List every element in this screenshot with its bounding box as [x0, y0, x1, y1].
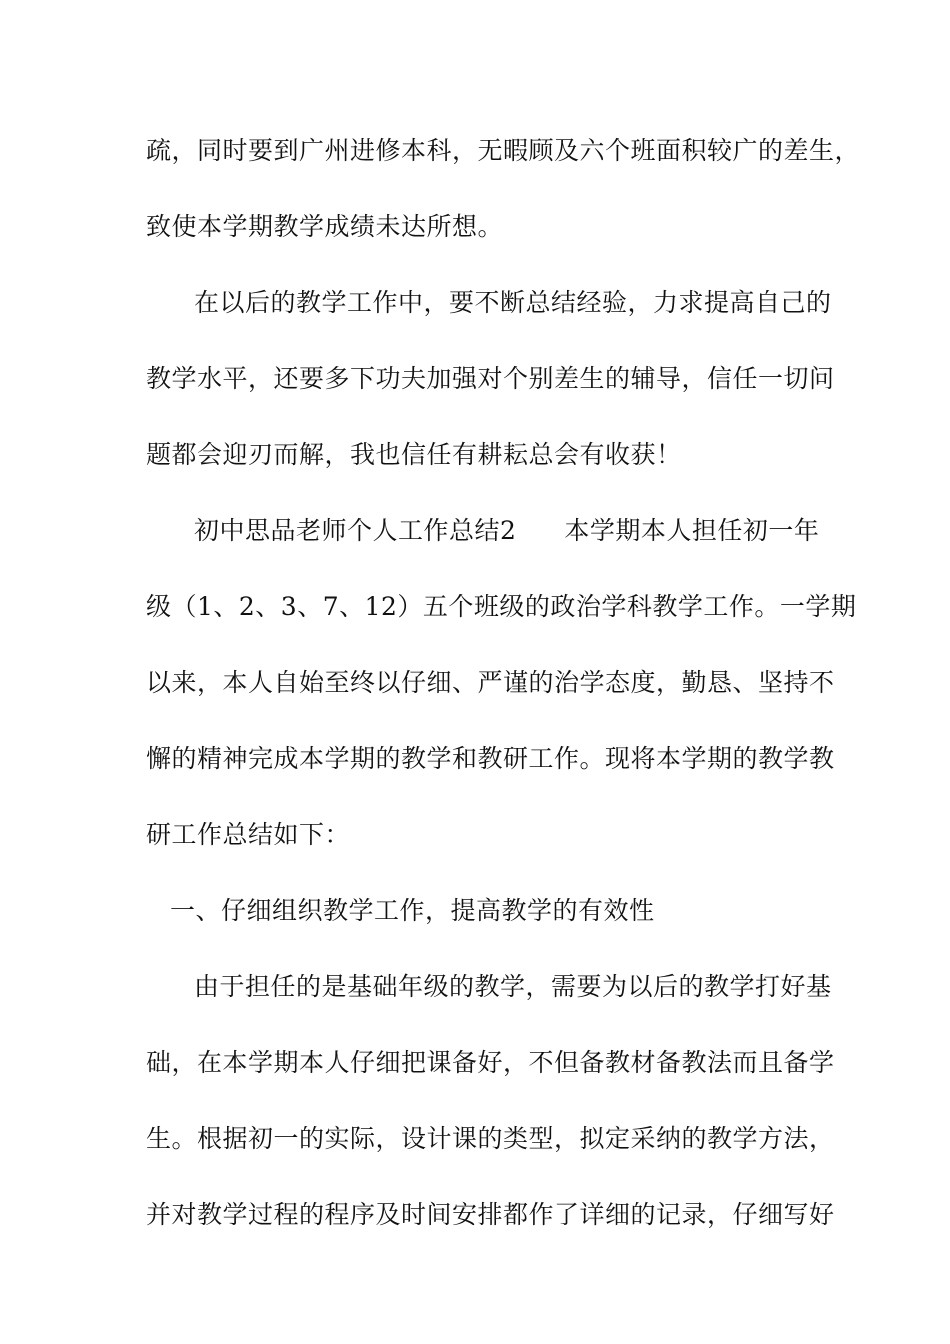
body-text-line: 研工作总结如下： [146, 820, 351, 849]
section-heading: 一、仔细组织教学工作，提高教学的有效性 [170, 896, 655, 925]
body-text-line: 以来，本人自始至终以仔细、严谨的治学态度，勤恳、坚持不 [146, 668, 835, 697]
section-title: 初中思品老师个人工作总结2 [194, 516, 517, 545]
section-title-line [194, 516, 874, 546]
body-text-line: 础，在本学期本人仔细把课备好，不但备教材备教法而且备学 [146, 1048, 835, 1077]
paragraph-first-line: 由于担任的是基础年级的教学，需要为以后的教学打好基 [194, 972, 832, 1001]
body-text-line: 题都会迎刃而解，我也信任有耕耘总会有收获！ [146, 440, 682, 469]
body-text-line: 级（1、2、3、7、12）五个班级的政治学科教学工作。一学期 [146, 592, 857, 621]
paragraph-first-line: 在以后的教学工作中，要不断总结经验，力求提高自己的 [194, 288, 832, 317]
body-text-line: 生。根据初一的实际，设计课的类型，拟定采纳的教学方法， [146, 1124, 835, 1153]
body-text-line: 懈的精神完成本学期的教学和教研工作。现将本学期的教学教 [146, 744, 835, 773]
body-text-line: 教学水平，还要多下功夫加强对个别差生的辅导，信任一切问 [146, 364, 835, 393]
paragraph-start: 本学期本人担任初一年 [564, 516, 820, 545]
body-text-line: 并对教学过程的程序及时间安排都作了详细的记录，仔细写好 [146, 1200, 835, 1229]
body-text-line: 致使本学期教学成绩未达所想。 [146, 212, 504, 241]
body-text-line: 疏，同时要到广州进修本科，无暇顾及六个班面积较广的差生， [146, 136, 861, 165]
